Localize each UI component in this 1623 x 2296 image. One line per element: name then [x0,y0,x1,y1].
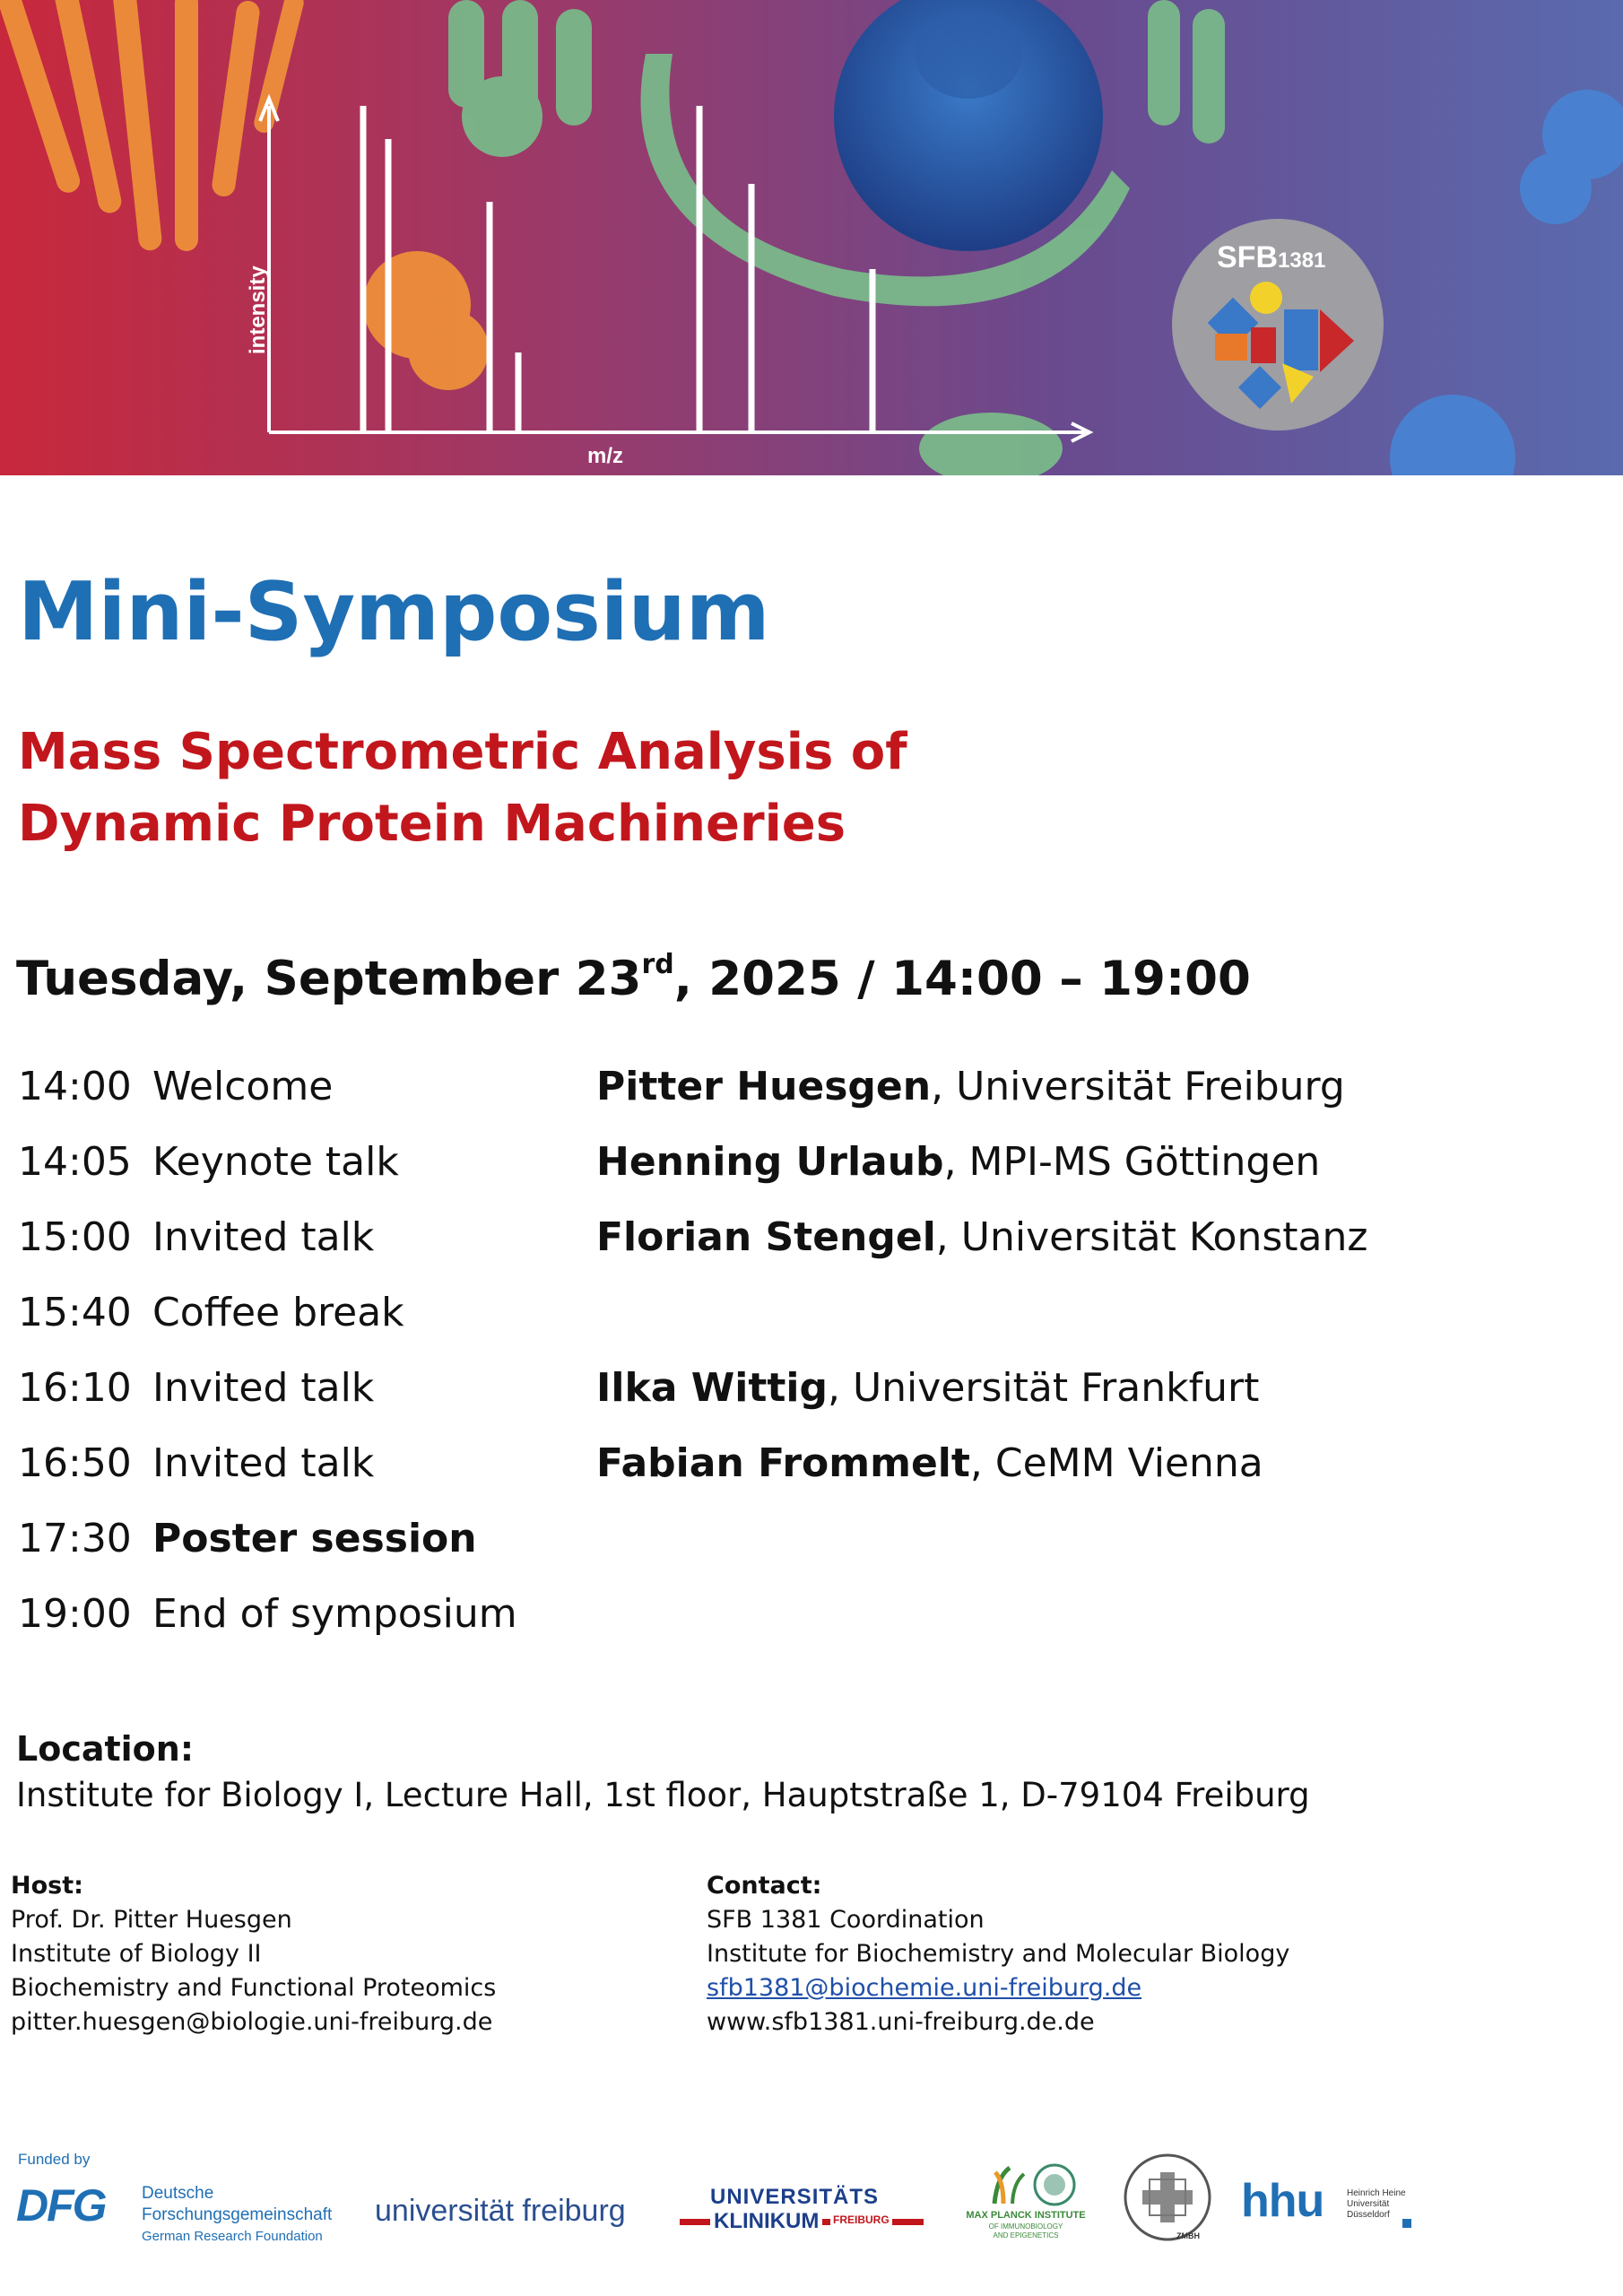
uni-freiburg-logo: universität freiburg [375,2194,626,2228]
program-affiliation: , Universität Frankfurt [827,1365,1260,1411]
program-time: 17:30 [18,1516,132,1561]
zmbh-label: ZMBH [1176,2231,1200,2240]
program-speaker: Florian Stengel [596,1214,936,1260]
uniklinik-freiburg-logo [680,2185,924,2248]
hhu-square-icon [1402,2219,1411,2228]
dfg-logo [16,2151,357,2251]
program-activity: Coffee break [152,1290,404,1335]
hhu-logo [1241,2175,1420,2240]
program-row [0,1139,1623,1193]
hhu-line-2: Universität [1347,2199,1390,2209]
spectrum-x-label: m/z [587,444,624,468]
event-date-ordinal: rd [641,949,674,980]
hhu-line-3: Düsseldorf [1347,2210,1390,2220]
event-date-suffix: , 2025 / 14:00 – 19:00 [673,952,1251,1006]
dfg-line-2: Forschungsgemeinschaft [142,2205,333,2224]
program-row [0,1290,1623,1344]
program-speaker: Fabian Frommelt [596,1440,970,1486]
contact-institute: Institute for Biochemistry and Molecular Biology [707,1940,1290,1968]
program-row [0,1365,1623,1419]
zmbh-logo [1123,2152,1212,2244]
hhu-mark: hhu [1241,2175,1324,2227]
program-affiliation: , MPI-MS Göttingen [943,1139,1321,1185]
program-speaker: Henning Urlaub [596,1139,944,1185]
program-speaker-line [596,1365,1259,1411]
program-row [0,1516,1623,1570]
program-row [0,1591,1623,1645]
subtitle-line-2: Dynamic Protein Machineries [18,795,846,853]
host-institute: Institute of Biology II [11,1940,262,1968]
program-time: 19:00 [18,1591,132,1637]
program-time: 16:50 [18,1440,132,1486]
mpi-line-1: MAX PLANCK INSTITUTE [966,2210,1086,2221]
program-speaker-line [596,1214,1367,1260]
contact-label: Contact: [707,1872,822,1900]
sfb-badge-number: 1381 [1278,248,1326,273]
host-name: Prof. Dr. Pitter Huesgen [11,1906,292,1934]
program-speaker-line [596,1139,1320,1185]
contact-name: SFB 1381 Coordination [707,1906,985,1934]
location-label: Location: [16,1729,195,1769]
dfg-line-1: Deutsche [142,2184,214,2203]
program-speaker: Ilka Wittig [596,1365,828,1411]
program-speaker-line [596,1064,1345,1109]
event-date-prefix: Tuesday, September 23 [16,952,642,1006]
zmbh-emblem-icon [1123,2152,1212,2242]
max-planck-logo [954,2163,1098,2246]
contact-block [707,1869,1289,2039]
contact-email-link[interactable]: sfb1381@biochemie.uni-freiburg.de [707,1974,1142,2002]
program-activity: Invited talk [152,1365,375,1411]
program-speaker: Pitter Huesgen [596,1064,932,1109]
program-time: 15:40 [18,1290,132,1335]
program-affiliation: , CeMM Vienna [969,1440,1263,1486]
program-time: 15:00 [18,1214,132,1260]
max-planck-emblem-icon [954,2163,1098,2208]
sfb-badge-main: SFB [1217,240,1278,274]
host-block [11,1869,496,2039]
program-time: 14:00 [18,1064,132,1109]
host-department: Biochemistry and Functional Proteomics [11,1974,497,2002]
sfb-badge-logo [1172,219,1384,430]
page-title: Mini-Symposium [18,565,770,659]
banner-illustration [0,0,1623,475]
klinikum-line-2: KLINIKUM [710,2209,822,2234]
program-affiliation: , Universität Freiburg [931,1064,1345,1109]
program-activity: Poster session [152,1516,477,1561]
funded-by-text: Funded by [18,2151,91,2168]
program-activity: Keynote talk [152,1139,399,1185]
mpi-line-2: OF IMMUNOBIOLOGY [988,2222,1063,2231]
location-address: Institute for Biology I, Lecture Hall, 1st floor, Hauptstraße 1, D-79104 Freiburg [16,1776,1310,1814]
spectrum-y-label: intensity [246,265,270,354]
program-activity: Invited talk [152,1440,375,1486]
program-row [0,1440,1623,1494]
klinikum-line-1: UNIVERSITÄTS [710,2185,880,2209]
program-speaker-line [596,1440,1263,1486]
program-row [0,1214,1623,1268]
program-activity: Welcome [152,1064,334,1109]
program-activity: Invited talk [152,1214,375,1260]
subtitle-line-1: Mass Spectrometric Analysis of [18,723,907,781]
event-date [16,949,1251,1006]
host-label: Host: [11,1872,83,1900]
dfg-line-3: German Research Foundation [142,2229,323,2244]
hhu-line-1: Heinrich Heine [1347,2188,1406,2198]
mpi-line-3: AND EPIGENETICS [993,2231,1059,2239]
program-time: 16:10 [18,1365,132,1411]
dfg-mark: DFG [16,2180,106,2231]
header-banner [0,0,1623,475]
program-affiliation: , Universität Konstanz [935,1214,1368,1260]
klinikum-city: FREIBURG [830,2213,892,2226]
program-time: 14:05 [18,1139,132,1185]
contact-website[interactable]: www.sfb1381.uni-freiburg.de.de [707,2008,1095,2036]
host-email[interactable]: pitter.huesgen@biologie.uni-freiburg.de [11,2008,493,2036]
program-activity: End of symposium [152,1591,517,1637]
program-row [0,1064,1623,1118]
